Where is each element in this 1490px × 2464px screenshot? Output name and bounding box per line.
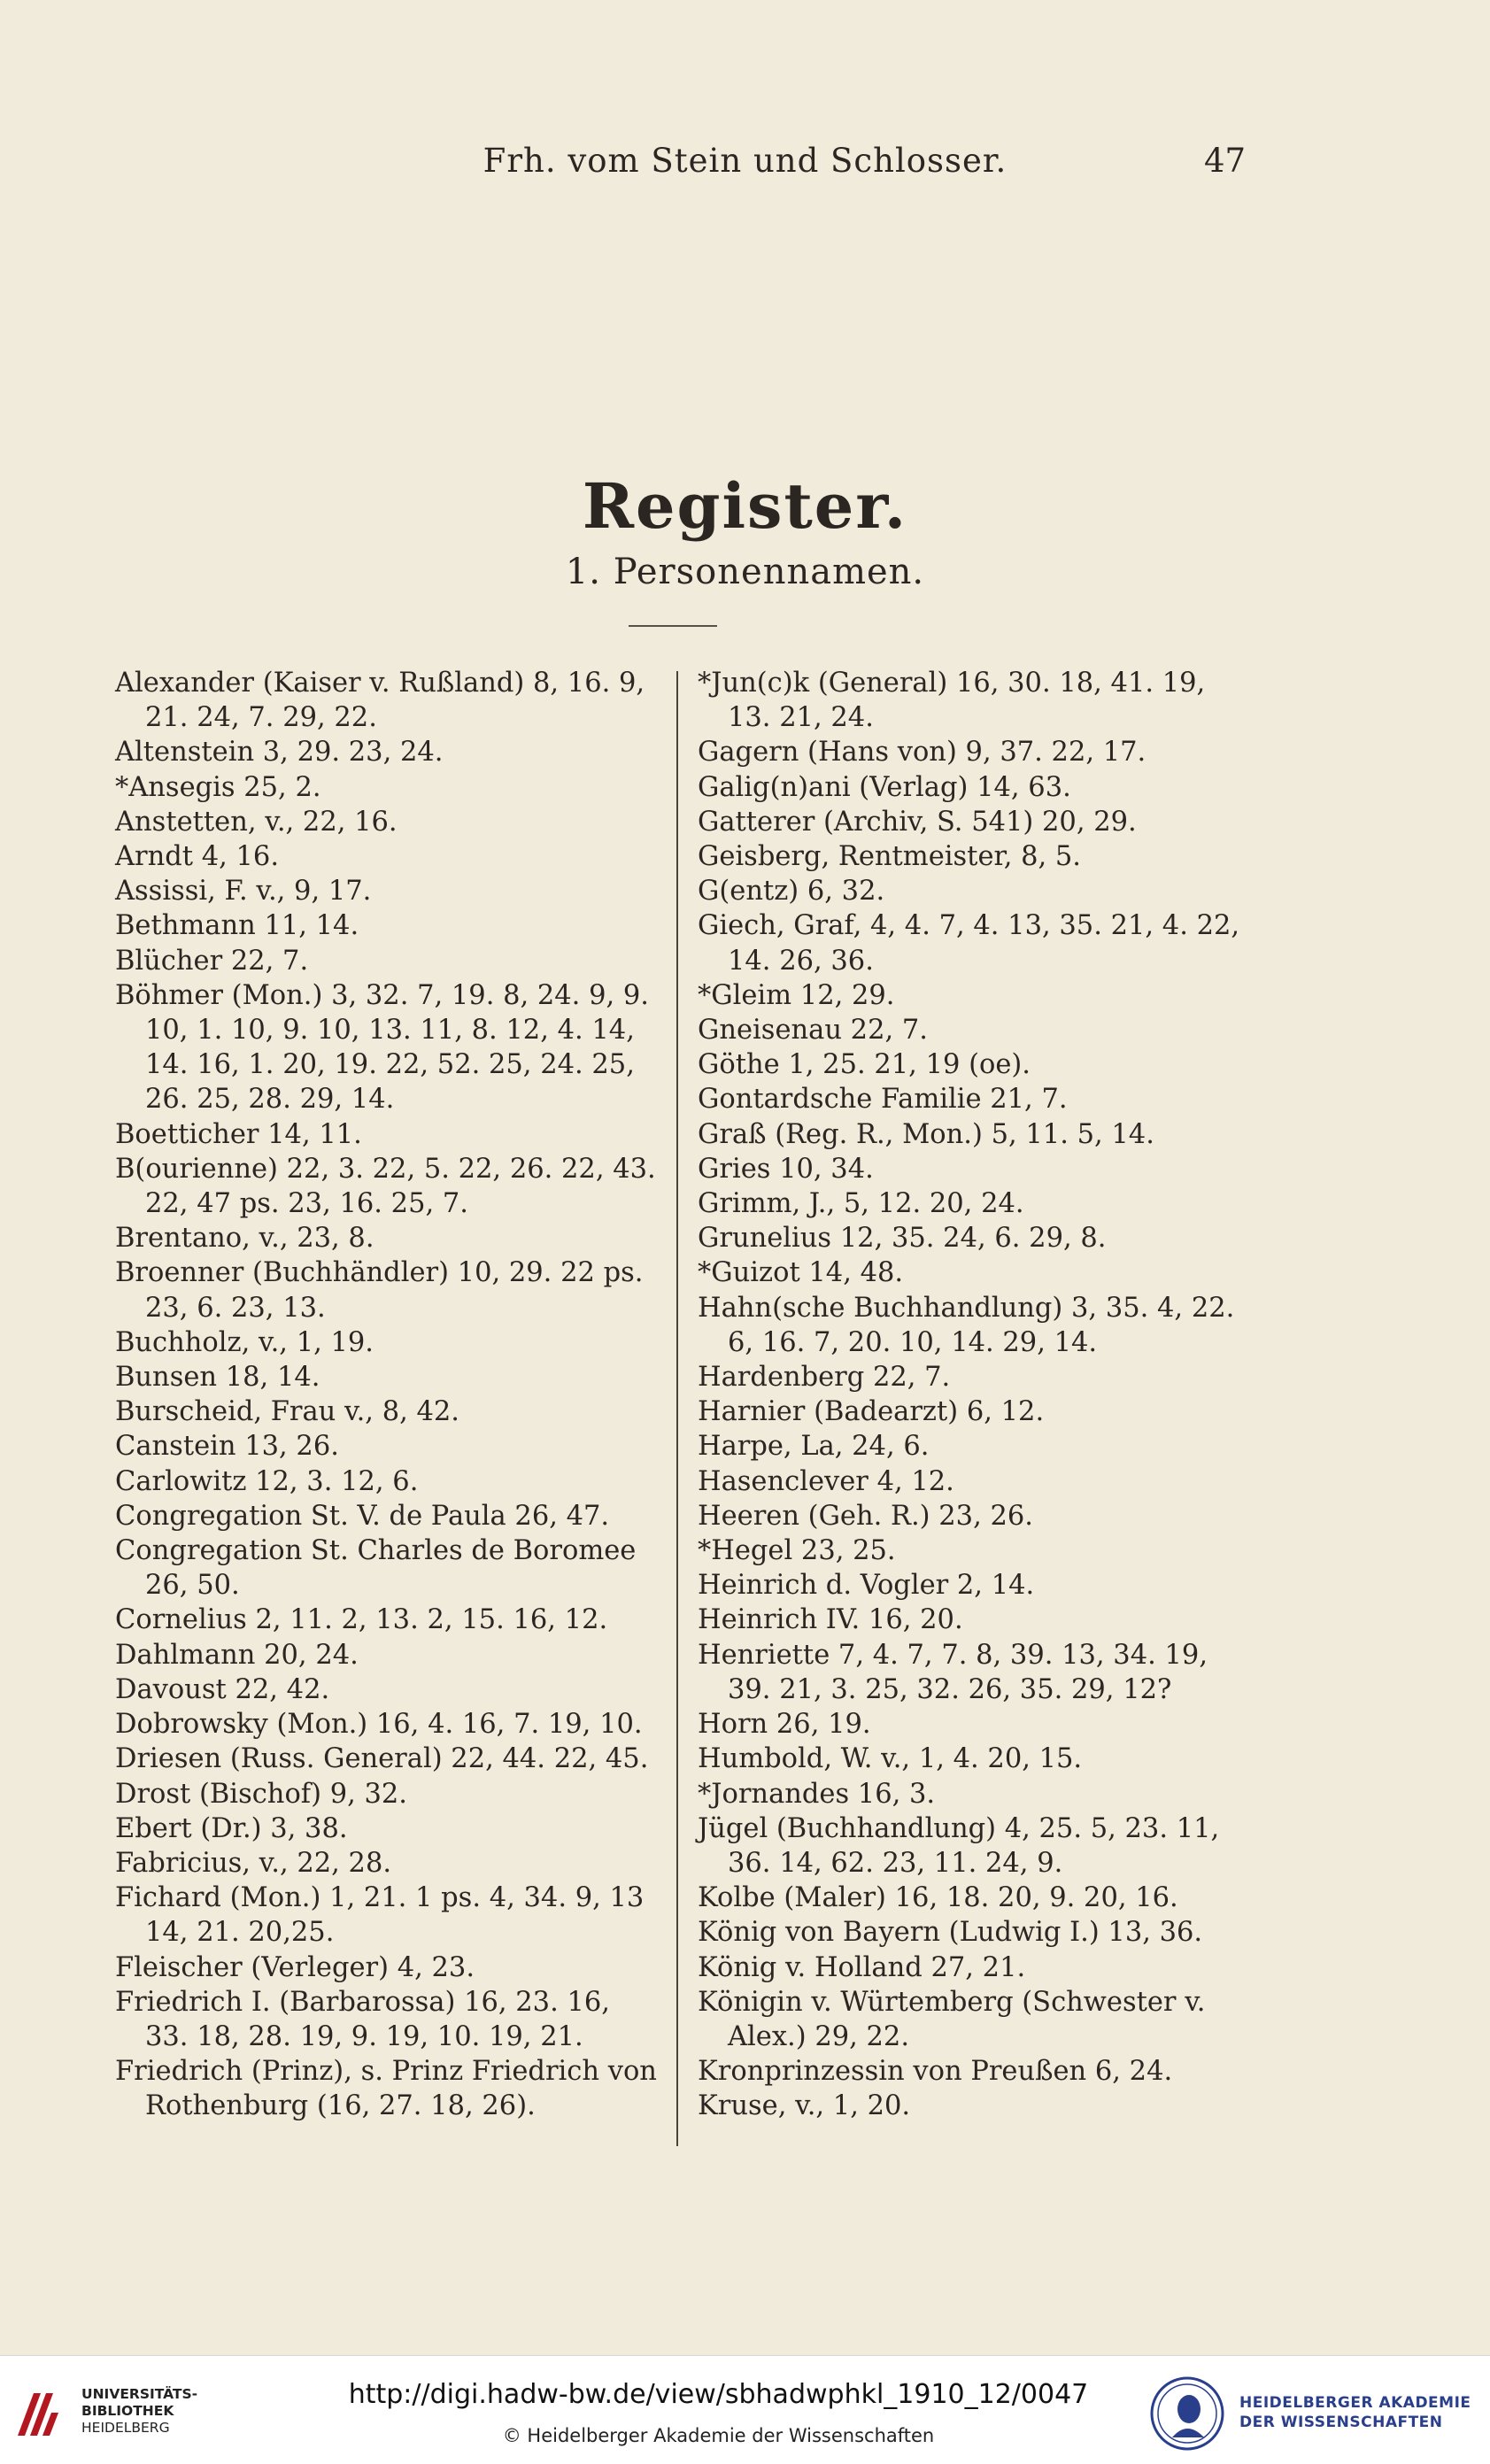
index-entry: Arndt 4, 16. (115, 841, 280, 873)
index-entry: Graß (Reg. R., Mon.) 5, 11. 5, 14. (698, 1118, 1154, 1150)
index-entry: Canstein 13, 26. (115, 1431, 339, 1463)
index-entry: Burscheid, Frau v., 8, 42. (115, 1396, 459, 1428)
index-entry: Harnier (Badearzt) 6, 12. (698, 1396, 1045, 1428)
page-number: 47 (1204, 142, 1247, 180)
copyright-notice: © Heidelberger Akademie der Wissenschaften (502, 2425, 935, 2446)
permalink-url[interactable]: http://digi.hadw-bw.de/view/sbhadwphkl_1910_12/0047 (348, 2379, 1089, 2410)
index-entry: Hasenclever 4, 12. (698, 1465, 954, 1497)
index-entry: Congregation St. Charles de Boromee 26, 50. (115, 1535, 637, 1602)
index-entry: Göthe 1, 25. 21, 19 (oe). (698, 1049, 1031, 1081)
index-entry: Geisberg, Rentmeister, 8, 5. (698, 841, 1082, 873)
index-entry: Heinrich d. Vogler 2, 14. (698, 1570, 1035, 1602)
index-entry: Fabricius, v., 22, 28. (115, 1847, 392, 1879)
index-entry: Fleischer (Verleger) 4, 23. (115, 1951, 475, 1983)
index-entry: Gontardsche Familie 21, 7. (698, 1084, 1068, 1116)
index-entry: Dahlmann 20, 24. (115, 1639, 359, 1671)
index-entry: *Guizot 14, 48. (698, 1257, 904, 1289)
page-title: Register. (582, 469, 908, 543)
index-entry: Friedrich (Prinz), s. Prinz Friedrich von Rothenburg (16, 27. 18, 26). (115, 2056, 657, 2122)
index-entry: B(ourienne) 22, 3. 22, 5. 22, 26. 22, 43. 22, 47 ps. 23, 16. 25, 7. (115, 1153, 656, 1220)
index-entry: Horn 26, 19. (698, 1709, 871, 1741)
university-library-name: UNIVERSITÄTS- BIBLIOTHEK HEIDELBERG (81, 2386, 198, 2436)
index-entry: Gries 10, 34. (698, 1153, 874, 1185)
index-entry: Anstetten, v., 22, 16. (115, 806, 398, 838)
index-entry: Giech, Graf, 4, 4. 7, 4. 13, 35. 21, 4. 22, 14. 26, 36. (698, 910, 1240, 977)
index-entry: Böhmer (Mon.) 3, 32. 7, 19. 8, 24. 9, 9. 10, 1. 10, 9. 10, 13. 11, 8. 12, 4. 14, 14. 16, 1. 20, 19. 22, 52. 25, 24. 25, 26. 25, 28. 29, 14. (115, 979, 649, 1116)
index-entry: Boetticher 14, 11. (115, 1118, 362, 1150)
index-entry: Bunsen 18, 14. (115, 1362, 320, 1394)
index-entry: Congregation St. V. de Paula 26, 47. (115, 1500, 610, 1532)
index-column-right (698, 666, 1247, 2124)
academy-seal-icon[interactable] (1149, 2375, 1225, 2452)
index-entry: Hardenberg 22, 7. (698, 1362, 951, 1394)
index-entry: Friedrich I. (Barbarossa) 16, 23. 16, 33. 18, 28. 19, 9. 19, 10. 19, 21. (115, 1986, 610, 2052)
index-entry: Dobrowsky (Mon.) 16, 4. 16, 7. 19, 10. (115, 1709, 643, 1741)
index-entry: *Hegel 23, 25. (698, 1535, 896, 1567)
index-entry: Grimm, J., 5, 12. 20, 24. (698, 1188, 1024, 1220)
column-divider (676, 671, 678, 2146)
index-entry: Gatterer (Archiv, S. 541) 20, 29. (698, 806, 1137, 838)
index-entry: Altenstein 3, 29. 23, 24. (115, 737, 444, 769)
index-entry: Kolbe (Maler) 16, 18. 20, 9. 20, 16. (698, 1882, 1178, 1914)
index-entry: G(entz) 6, 32. (698, 876, 885, 908)
index-entry: Heeren (Geh. R.) 23, 26. (698, 1500, 1033, 1532)
index-entry: Buchholz, v., 1, 19. (115, 1326, 374, 1358)
index-entry: Davoust 22, 42. (115, 1673, 330, 1705)
index-entry: König von Bayern (Ludwig I.) 13, 36. (698, 1917, 1203, 1949)
index-entry: Grunelius 12, 35. 24, 6. 29, 8. (698, 1223, 1107, 1255)
index-entry: Ebert (Dr.) 3, 38. (115, 1812, 348, 1844)
viewer-footer (0, 2355, 1490, 2464)
index-entry: Jügel (Buchhandlung) 4, 25. 5, 23. 11, 36. 14, 62. 23, 11. 24, 9. (698, 1812, 1220, 1879)
academy-name: HEIDELBERGER AKADEMIE DER WISSENSCHAFTEN (1239, 2394, 1471, 2431)
index-entry: Humbold, W. v., 1, 4. 20, 15. (698, 1743, 1083, 1775)
index-entry: *Jun(c)k (General) 16, 30. 18, 41. 19, 13. 21, 24. (698, 668, 1206, 734)
index-entry: Alexander (Kaiser v. Rußland) 8, 16. 9, 21. 24, 7. 29, 22. (115, 668, 645, 734)
index-entry: Königin v. Würtemberg (Schwester v. Alex.) 29, 22. (698, 1986, 1206, 2052)
index-entry: Drost (Bischof) 9, 32. (115, 1778, 407, 1810)
section-subtitle: 1. Personennamen. (565, 552, 925, 592)
index-entry: Kruse, v., 1, 20. (698, 2090, 911, 2122)
index-entry: Galig(n)ani (Verlag) 14, 63. (698, 771, 1071, 803)
index-entry: Driesen (Russ. General) 22, 44. 22, 45. (115, 1743, 649, 1775)
index-entry: Harpe, La, 24, 6. (698, 1431, 930, 1463)
index-entry: Blücher 22, 7. (115, 945, 309, 977)
index-entry: Kronprinzessin von Preußen 6, 24. (698, 2056, 1173, 2088)
index-entry: Henriette 7, 4. 7, 7. 8, 39. 13, 34. 19, 39. 21, 3. 25, 32. 26, 35. 29, 12? (698, 1639, 1208, 1705)
index-column-left (115, 666, 657, 2124)
index-entry: Broenner (Buchhändler) 10, 29. 22 ps. 23, 6. 23, 13. (115, 1257, 644, 1324)
index-entry: Heinrich IV. 16, 20. (698, 1604, 963, 1636)
index-entry: Carlowitz 12, 3. 12, 6. (115, 1465, 419, 1497)
index-entry: Cornelius 2, 11. 2, 13. 2, 15. 16, 12. (115, 1604, 608, 1636)
index-entry: Hahn(sche Buchhandlung) 3, 35. 4, 22. 6, 16. 7, 20. 10, 14. 29, 14. (698, 1292, 1235, 1358)
index-entry: Assissi, F. v., 9, 17. (115, 876, 372, 908)
index-entry: Bethmann 11, 14. (115, 910, 359, 942)
index-entry: Gagern (Hans von) 9, 37. 22, 17. (698, 737, 1146, 769)
index-entry: *Ansegis 25, 2. (115, 771, 321, 803)
running-head: Frh. vom Stein und Schlosser. (483, 142, 1007, 180)
index-entry: Gneisenau 22, 7. (698, 1015, 928, 1047)
index-entry: *Jornandes 16, 3. (698, 1778, 936, 1810)
index-entry: König v. Holland 27, 21. (698, 1951, 1026, 1983)
index-entry: *Gleim 12, 29. (698, 979, 895, 1011)
index-entry: Brentano, v., 23, 8. (115, 1223, 374, 1255)
title-rule (629, 625, 717, 627)
index-entry: Fichard (Mon.) 1, 21. 1 ps. 4, 34. 9, 13 14, 21. 20,25. (115, 1882, 645, 1949)
